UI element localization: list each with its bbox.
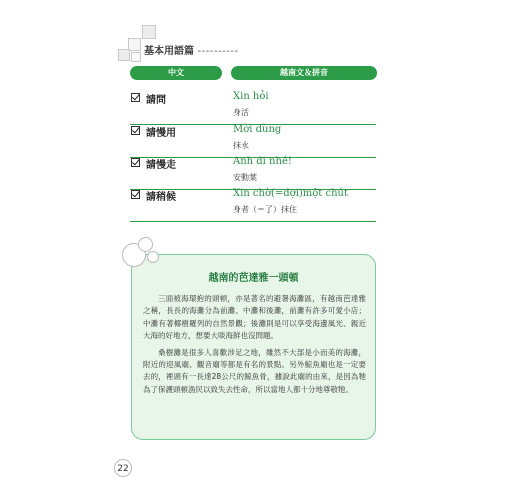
page-number: 22 <box>114 459 132 477</box>
checkbox-icon <box>131 126 140 135</box>
info-paragraph: 桑樹灘是很多人喜歡涉足之地，雖然不大部是小而美的海灘，附近的迎風廟、觀音廟等都是有名的景點。另外鯨魚廟也是一定要去的，裡頭有一長達28公尺的鯨魚骨，據說此廟的由來，是因為牠為了保護頭頓漁民以致失去性命，所以當地人都十分地尊敬牠。 <box>143 347 366 394</box>
header-chinese-label: 中文 <box>168 68 184 77</box>
phrase-phonetic: 安動葉 <box>233 173 257 182</box>
decor-square <box>131 52 141 62</box>
section-title-text: 基本用語篇 <box>144 46 194 57</box>
info-paragraph: 三面被海環抱的頭頓，亦是著名的避暑海灘區，有越南芭達雅之稱，長長的海灘分為前灘、中灘和後灘，前灘有許多可愛小店；中灘有著椰樹羅列的自然景觀；後灘則是可以享受海邊風光、親近大海的好地方，想要大啖海鮮也沒問題。 <box>143 294 366 341</box>
phrase-vietnamese: Mời dùng <box>233 124 282 135</box>
decor-circle <box>138 237 153 252</box>
info-box-body <box>143 293 366 400</box>
section-title-dashes: ---------- <box>197 46 239 57</box>
phrase-chinese: 請問 <box>146 95 166 106</box>
phrase-phonetic: 身者（＝了）抹住 <box>233 205 297 214</box>
checkbox-icon <box>131 190 140 199</box>
info-box <box>131 254 376 440</box>
phrase-chinese: 請慢走 <box>146 160 176 171</box>
info-box-title: 越南的芭達雅一頭頓 <box>208 273 299 284</box>
phrase-vietnamese: Xin chờ(=đợi)một chút <box>233 188 348 199</box>
header-vietnamese-label: 越南文＆拼音 <box>280 68 328 77</box>
header-chinese <box>130 66 222 80</box>
phrase-chinese: 請慢用 <box>146 128 176 139</box>
phrase-vietnamese: Xin hỏi <box>233 91 269 102</box>
phrase-phonetic: 抹永 <box>233 141 249 150</box>
phrase-phonetic: 身活 <box>233 108 249 117</box>
section-title <box>144 42 239 57</box>
phrase-row <box>130 88 376 125</box>
decor-circle <box>147 251 159 263</box>
phrase-vietnamese: Anh đi nhé! <box>233 156 292 167</box>
checkbox-icon <box>131 158 140 167</box>
header-vietnamese <box>231 66 377 80</box>
checkbox-icon <box>131 93 140 102</box>
phrase-row <box>130 185 376 222</box>
phrase-chinese: 請稍候 <box>146 192 176 203</box>
decor-square <box>142 25 156 39</box>
decor-square <box>118 49 130 61</box>
